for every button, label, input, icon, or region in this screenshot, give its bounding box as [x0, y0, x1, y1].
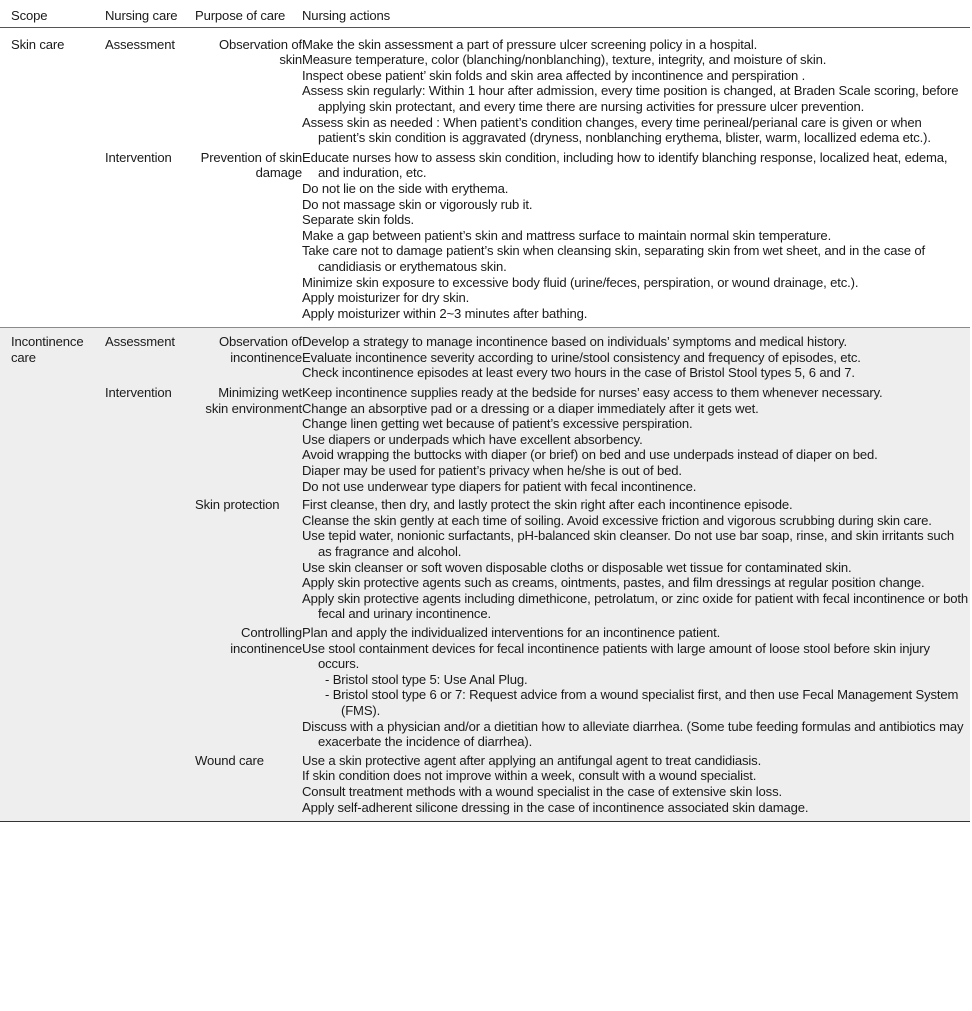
- action-item: Inspect obese patient’ skin folds and skin area affected by incontinence and perspiration .: [302, 67, 806, 83]
- header-scope: Scope: [0, 6, 105, 27]
- action-item: Diaper may be used for patient’s privacy when he/she is out of bed.: [302, 463, 682, 479]
- action-item: Apply skin protective agents including dimethicone, petrolatum, or zinc oxide for patient with fecal incontinence or both fecal and urinary incontinence.: [302, 590, 969, 622]
- action-item: Take care not to damage patient’s skin when cleansing skin, separating skin from wet sheet, and in the case of candidiasis or erythematous skin.: [302, 243, 926, 274]
- action-item: Assess skin regularly: Within 1 hour after admission, every time position is changed, at Braden Scale scoring, before applying skin protectant, and every time there are nursing activities for pressure ulcer prevention.: [302, 83, 959, 114]
- action-item: Discuss with a physician and/or a dietitian how to alleviate diarrhea. (Some tube feeding formulas and antibiotics may exacerbate the incidence of diarrhea).: [302, 718, 964, 750]
- scope-label: Incontinence care: [11, 334, 84, 365]
- action-item: Consult treatment methods with a wound specialist in the case of extensive skin loss.: [302, 783, 782, 799]
- purpose-cell: Prevention of skin damage: [200, 149, 302, 181]
- actions-cell: [302, 27, 970, 146]
- action-list: [302, 753, 970, 815]
- nursing-care-table: [0, 6, 970, 822]
- nursing-care-cell: Assessment: [105, 328, 195, 381]
- purpose-cell: Observation of incontinence: [195, 328, 302, 381]
- purpose-cell: Controlling incontinence: [230, 624, 302, 656]
- action-item: Use stool containment devices for fecal incontinence patients with large amount of loose stool before skin injury occurs.: [302, 640, 930, 672]
- header-row: [0, 6, 970, 27]
- action-item: - Bristol stool type 6 or 7: Request advice from a wound specialist first, and then use Fecal Management System (FMS).: [325, 687, 959, 718]
- action-item: First cleanse, then dry, and lastly protect the skin right after each incontinence episode.: [302, 497, 793, 513]
- action-list: [302, 625, 970, 750]
- purpose-cell: Wound care: [195, 752, 264, 768]
- action-item: Use diapers or underpads which have excellent absorbency.: [302, 431, 643, 447]
- table-row: [0, 381, 970, 494]
- scope-cell: [0, 27, 105, 328]
- action-item: Use skin cleanser or soft woven disposable cloths or disposable wet tissue for contaminated skin.: [302, 559, 852, 575]
- actions-cell: [302, 494, 970, 622]
- action-item: Keep incontinence supplies ready at the bedside for nurses’ easy access to them whenever necessary.: [302, 385, 883, 401]
- action-item: - Bristol stool type 5: Use Anal Plug.: [325, 671, 528, 687]
- action-item: Make the skin assessment a part of pressure ulcer screening policy in a hospital.: [302, 36, 758, 52]
- header-nursing-care: Nursing care: [105, 6, 195, 27]
- scope-cell: [0, 328, 105, 822]
- action-list: [302, 385, 970, 494]
- action-item: Change linen getting wet because of patient’s excessive perspiration.: [302, 416, 693, 432]
- section-incontinence-care: [0, 328, 970, 822]
- purpose-cell: Minimizing wet skin environment: [205, 385, 302, 416]
- actions-cell: [302, 750, 970, 822]
- action-item: Do not use underwear type diapers for patient with fecal incontinence.: [302, 478, 697, 494]
- action-item: Do not massage skin or vigorously rub it.: [302, 196, 533, 212]
- action-list: [302, 150, 970, 322]
- action-item: Educate nurses how to assess skin condition, including how to identify blanching response, localized heat, edema, and induration, etc.: [302, 149, 948, 181]
- action-item: Cleanse the skin gently at each time of soiling. Avoid excessive friction and vigorous scrubbing during skin care.: [302, 512, 932, 528]
- action-item: If skin condition does not improve within a week, consult with a wound specialist.: [302, 768, 757, 784]
- action-item: Separate skin folds.: [302, 212, 414, 228]
- nursing-care-cell: Intervention: [105, 385, 172, 401]
- action-list: [302, 497, 970, 622]
- actions-cell: [302, 146, 970, 328]
- action-item: Assess skin as needed : When patient’s condition changes, every time perineal/perianal care is given or when patient’s skin condition is aggravated (dryness, nonblanching erythema, blister, warm, locallized edema etc.).: [302, 114, 931, 146]
- actions-cell: [302, 622, 970, 750]
- purpose-cell: Observation of skin: [218, 36, 302, 68]
- action-item: Use tepid water, nonionic surfactants, pH-balanced skin cleanser. Do not use bar soap, rinse, and skin irritants such as fragrance and alcohol.: [302, 528, 955, 559]
- action-item: Check incontinence episodes at least every two hours in the case of Bristol Stool types 5, 6 and 7.: [302, 365, 855, 381]
- nursing-care-cell: Assessment: [105, 36, 175, 52]
- action-item: Do not lie on the side with erythema.: [302, 180, 509, 196]
- action-item: Measure temperature, color (blanching/nonblanching), texture, integrity, and moisture of skin.: [302, 52, 827, 68]
- section-skin-care: [0, 27, 970, 328]
- action-item: Avoid wrapping the buttocks with diaper (or brief) on bed and use underpads instead of diaper on bed.: [302, 447, 878, 463]
- action-item: Change an absorptive pad or a dressing or a diaper immediately after it gets wet.: [302, 400, 759, 416]
- table-row: [0, 146, 970, 328]
- action-item: Minimize skin exposure to excessive body fluid (urine/feces, perspiration, or wound drainage, etc.).: [302, 274, 859, 290]
- action-item: Apply skin protective agents such as creams, ointments, pastes, and film dressings at regular position change.: [302, 575, 925, 591]
- action-list: [302, 37, 970, 146]
- nursing-care-cell: Intervention: [105, 149, 172, 165]
- purpose-cell: Skin protection: [195, 497, 280, 513]
- action-item: Evaluate incontinence severity according to urine/stool consistency and frequency of episodes, etc.: [302, 349, 861, 365]
- header-actions: Nursing actions: [302, 6, 970, 27]
- table-row: [0, 27, 970, 146]
- actions-cell: [302, 381, 970, 494]
- action-item: Plan and apply the individualized interventions for an incontinence patient.: [302, 624, 721, 640]
- action-item: Apply self-adherent silicone dressing in the case of incontinence associated skin damage.: [302, 799, 809, 815]
- header-purpose: Purpose of care: [195, 6, 302, 27]
- actions-cell: [302, 328, 970, 381]
- action-item: Develop a strategy to manage incontinence based on individuals’ symptoms and medical history.: [302, 334, 848, 350]
- action-item: Apply moisturizer for dry skin.: [302, 290, 470, 306]
- table-row: [0, 328, 970, 381]
- action-item: Use a skin protective agent after applying an antifungal agent to treat candidiasis.: [302, 752, 762, 768]
- action-item: Make a gap between patient’s skin and mattress surface to maintain normal skin temperature.: [302, 227, 832, 243]
- action-list: [302, 334, 970, 381]
- action-item: Apply moisturizer within 2~3 minutes after bathing.: [302, 305, 588, 321]
- scope-label: Skin care: [11, 36, 65, 52]
